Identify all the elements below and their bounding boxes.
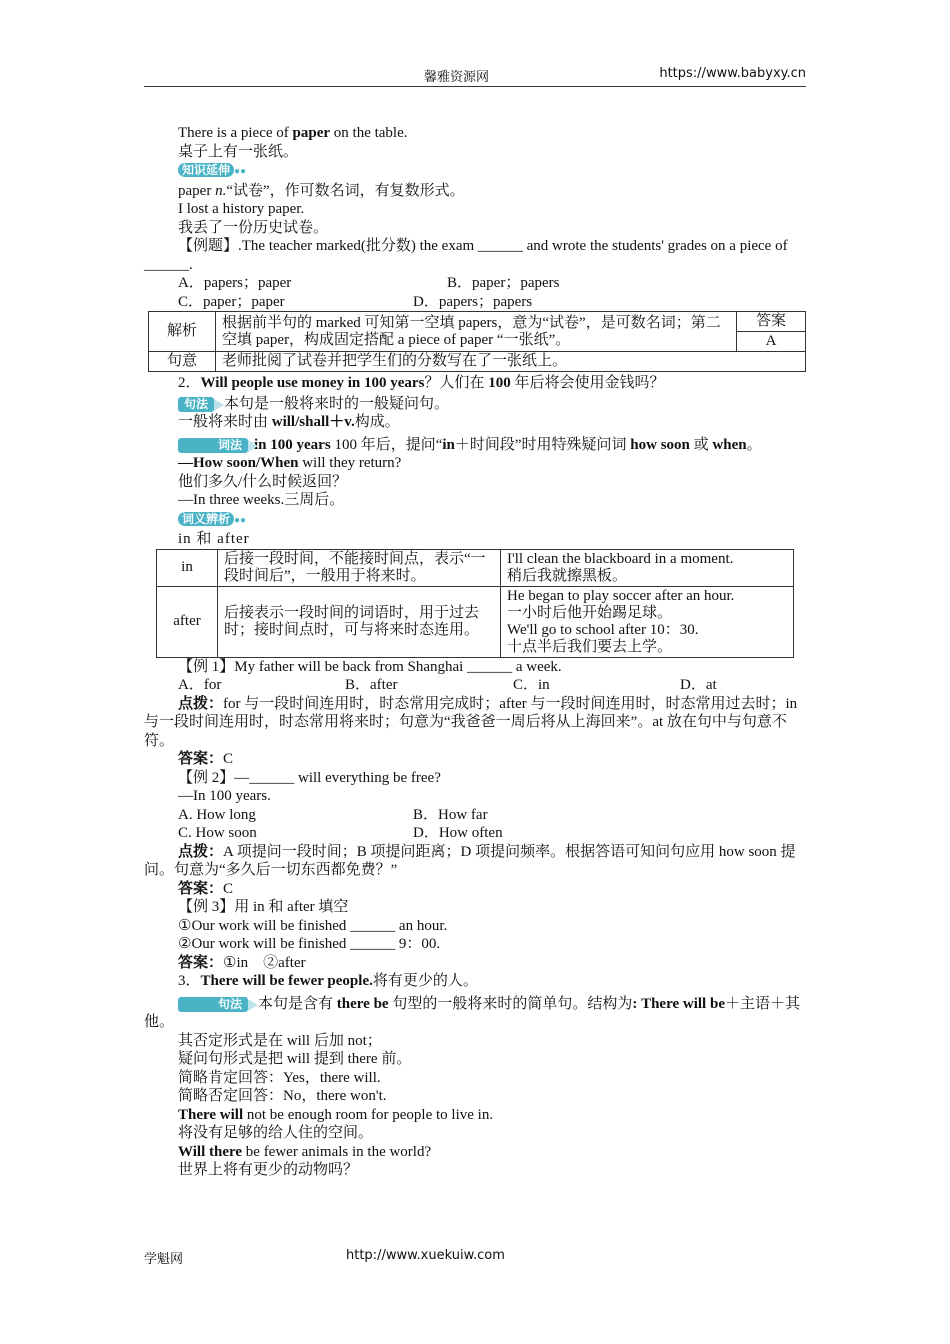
analysis-text: 根据前半句的 marked 可知第一空填 papers，意为“试卷”，是可数名词；第二空填 paper，构成固定搭配 a piece of paper “一张纸”。	[216, 312, 737, 352]
options-row	[144, 806, 806, 825]
comparison-table	[156, 549, 794, 658]
header-url[interactable]: https://www.babyxy.cn	[659, 66, 806, 81]
compare-word: in	[157, 549, 218, 586]
knowledge-extension-tag: 知识延伸 ●●	[144, 161, 806, 182]
option-c[interactable]: C．in	[513, 677, 550, 693]
lexical-tag: 词法	[178, 438, 248, 453]
syntax-tag: 句法	[178, 997, 248, 1012]
example-sentence: Will there be fewer animals in the world?	[178, 1143, 432, 1160]
footer-url[interactable]: http://www.xuekuiw.com	[346, 1248, 505, 1263]
lexical-note: 词法 in 100 years 100 年后，提问“in＋时间段”时用特殊疑问词 how soon 或 when。	[144, 436, 806, 455]
compare-word: after	[157, 586, 218, 657]
section-3-title: 3．There will be fewer people.将有更少的人。	[178, 973, 478, 989]
meaning-text: 老师批阅了试卷并把学生们的分数写在了一张纸上。	[216, 352, 806, 372]
example-3-item: ②Our work will be finished ______ 9：00.	[178, 936, 441, 952]
example-translation: 世界上将有更少的动物吗？	[178, 1162, 359, 1178]
example-2-answer: 答案：C	[178, 880, 234, 897]
option-a[interactable]: A．for	[178, 677, 222, 693]
option-a[interactable]: A．papers；paper	[178, 275, 292, 291]
option-a[interactable]: A. How long	[178, 806, 256, 823]
footer-site-name: 学魁网	[144, 1252, 184, 1267]
options-row	[144, 293, 806, 312]
example-2-question: 【例 2】—______ will everything be free?	[178, 769, 441, 786]
meaning-label: 句意	[149, 352, 216, 372]
example-1-question: 【例 1】My father will be back from Shanghai ______ a week.	[178, 658, 562, 675]
options-row	[144, 676, 806, 695]
example-translation: 我丢了一份历史试卷。	[178, 219, 329, 236]
example-sentence: I lost a history paper.	[178, 201, 305, 217]
answer-label: 答案	[737, 312, 806, 332]
example-2-hint: 点拨：A 项提问一段时间；B 项提问距离；D 项提问频率。根据答语可知问句应用 how soon 提问。句意为“多久后一切东西都免费？”	[144, 843, 796, 878]
document-body	[144, 124, 806, 1180]
answer-value: A	[737, 332, 806, 352]
question-stem: 【例题】.The teacher marked(批分数) the exam ______ and wrote the students' grades on a piece of ______.	[144, 238, 788, 273]
compare-example: He began to play soccer after an hour. 一小时后他开始踢足球。 We'll go to school after 10：30. 十点半后我们要去上学。	[501, 586, 794, 657]
example-sentence: There will not be enough room for people to live in.	[178, 1106, 494, 1123]
example-sentence: —In three weeks.三周后。	[178, 492, 345, 508]
compare-desc: 后接表示一段时间的词语时，用于过去时；接时间点时，可与将来时态连用。	[218, 586, 501, 657]
example-1-answer: 答案：C	[178, 751, 234, 767]
rule-line: 其否定形式是在 will 后加 not；	[178, 1032, 382, 1049]
section-2-title: 2．Will people use money in 100 years？人们在 100 年后将会使用金钱吗？	[178, 375, 665, 391]
example-translation: 将没有足够的给人住的空间。	[178, 1125, 374, 1141]
rule-line: 简略否定回答：No，there won't.	[178, 1088, 387, 1104]
comparison-title: in 和 after	[178, 531, 250, 547]
example-3-question: 【例 3】用 in 和 after 填空	[178, 899, 349, 915]
option-d[interactable]: D．at	[680, 677, 717, 693]
syntax-note: 句法 本句是一般将来时的一般疑问句。	[144, 395, 806, 414]
compare-example: I'll clean the blackboard in a moment. 稍后我就擦黑板。	[501, 549, 794, 586]
header-site-name: 馨雅资源网	[424, 70, 490, 85]
definition-line: paper n.“试卷”，作可数名词，有复数形式。	[178, 182, 465, 199]
table-row	[157, 586, 794, 657]
options-row	[144, 824, 806, 843]
option-c[interactable]: C. How soon	[178, 825, 257, 841]
example-sentence: There is a piece of paper on the table.	[178, 125, 408, 141]
analysis-table	[148, 311, 806, 372]
table-row	[157, 549, 794, 586]
example-sentence: —How soon/When will they return?	[178, 455, 402, 471]
option-b[interactable]: B．after	[345, 677, 398, 693]
example-3-item: ①Our work will be finished ______ an hour.	[178, 917, 448, 934]
example-translation: 桌子上有一张纸。	[178, 143, 299, 160]
word-meaning-tag: 词义辨析 ●●	[144, 510, 806, 531]
rule-line: 疑问句形式是把 will 提到 there 前。	[178, 1051, 412, 1067]
option-d[interactable]: D．papers；papers	[413, 293, 533, 310]
example-2-reply: —In 100 years.	[178, 788, 271, 804]
analysis-label: 解析	[149, 312, 216, 352]
option-d[interactable]: D．How often	[413, 825, 503, 841]
example-3-answer: 答案：①in ②after	[178, 954, 306, 971]
example-translation: 他们多久/什么时候返回？	[178, 473, 348, 490]
compare-desc: 后接一段时间，不能接时间点，表示“一段时间后”，一般用于将来时。	[218, 549, 501, 586]
rule-line: 简略肯定回答：Yes，there will.	[178, 1069, 381, 1086]
option-c[interactable]: C．paper；paper	[178, 293, 285, 310]
syntax-rule: 一般将来时由 will/shall＋v.构成。	[178, 414, 400, 430]
option-b[interactable]: B．How far	[413, 806, 488, 823]
options-row	[144, 274, 806, 293]
option-b[interactable]: B．paper；papers	[447, 275, 560, 291]
page-header	[144, 64, 806, 87]
example-1-hint: 点拨：for 与一段时间连用时，时态常用完成时；after 与一段时间连用时，时态常用过去时；in 与一段时间连用时，时态常用将来时；句意为“我爸爸一周后将从上海回来”。at 放在句中与句意不符。	[144, 695, 798, 749]
syntax-note: 句法 本句是含有 there be 句型的一般将来时的简单句。结构为: There will be＋主语＋其他。	[144, 995, 800, 1030]
syntax-tag: 句法	[178, 397, 214, 412]
